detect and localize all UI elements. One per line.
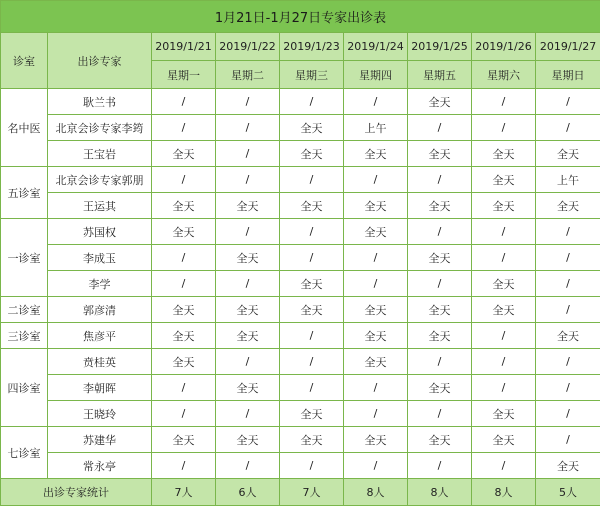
date-header: 2019/1/25	[408, 33, 472, 61]
table-title: 1月21日-1月27日专家出诊表	[1, 1, 600, 33]
schedule-cell: /	[344, 271, 408, 297]
footer-row	[1, 479, 600, 506]
room-cell: 四诊室	[1, 349, 48, 427]
schedule-cell: /	[536, 115, 600, 141]
schedule-cell: 全天	[280, 115, 344, 141]
schedule-cell: 全天	[472, 297, 536, 323]
weekday-header: 星期日	[536, 61, 600, 89]
table-row	[1, 89, 600, 115]
schedule-cell: /	[280, 453, 344, 479]
schedule-cell: 上午	[536, 167, 600, 193]
schedule-cell: /	[472, 245, 536, 271]
schedule-cell: /	[152, 453, 216, 479]
schedule-cell: 全天	[408, 89, 472, 115]
schedule-cell: /	[536, 401, 600, 427]
date-header: 2019/1/27	[536, 33, 600, 61]
table-row	[1, 115, 600, 141]
expert-name-cell: 北京会诊专家郭朋	[48, 167, 152, 193]
schedule-cell: 全天	[280, 141, 344, 167]
schedule-cell: /	[408, 401, 472, 427]
expert-name-cell: 李朝晖	[48, 375, 152, 401]
schedule-cell: /	[152, 375, 216, 401]
expert-name-cell: 王运其	[48, 193, 152, 219]
table-row	[1, 375, 600, 401]
schedule-cell: 全天	[216, 245, 280, 271]
room-cell: 七诊室	[1, 427, 48, 479]
schedule-cell: 全天	[408, 427, 472, 453]
schedule-cell: 全天	[408, 193, 472, 219]
schedule-cell: 全天	[472, 427, 536, 453]
schedule-cell: /	[344, 167, 408, 193]
expert-name-cell: 李学	[48, 271, 152, 297]
room-cell: 名中医	[1, 89, 48, 167]
schedule-cell: /	[152, 271, 216, 297]
schedule-cell: /	[152, 167, 216, 193]
schedule-cell: /	[216, 219, 280, 245]
schedule-cell: 全天	[152, 219, 216, 245]
schedule-cell: /	[472, 323, 536, 349]
schedule-cell: 全天	[216, 193, 280, 219]
schedule-cell: /	[216, 349, 280, 375]
weekday-header: 星期六	[472, 61, 536, 89]
schedule-cell: /	[152, 115, 216, 141]
schedule-cell: /	[472, 89, 536, 115]
date-header: 2019/1/26	[472, 33, 536, 61]
schedule-cell: /	[408, 453, 472, 479]
weekday-header: 星期二	[216, 61, 280, 89]
schedule-cell: /	[472, 375, 536, 401]
schedule-cell: /	[536, 427, 600, 453]
room-column-header: 诊室	[1, 33, 48, 89]
schedule-cell: 全天	[344, 427, 408, 453]
table-row	[1, 349, 600, 375]
schedule-cell: 全天	[344, 141, 408, 167]
schedule-cell: 全天	[280, 193, 344, 219]
expert-name-cell: 王晓玲	[48, 401, 152, 427]
expert-name-cell: 焦彦平	[48, 323, 152, 349]
table-row	[1, 271, 600, 297]
schedule-cell: 全天	[472, 401, 536, 427]
schedule-cell: /	[536, 89, 600, 115]
date-header-row	[1, 33, 600, 61]
expert-column-header: 出诊专家	[48, 33, 152, 89]
date-header: 2019/1/23	[280, 33, 344, 61]
schedule-cell: /	[152, 245, 216, 271]
schedule-cell: 全天	[344, 297, 408, 323]
schedule-cell: /	[216, 89, 280, 115]
schedule-cell: /	[152, 401, 216, 427]
expert-name-cell: 常永亭	[48, 453, 152, 479]
footer-count: 6人	[216, 479, 280, 506]
schedule-cell: /	[536, 375, 600, 401]
footer-count: 7人	[280, 479, 344, 506]
date-header: 2019/1/21	[152, 33, 216, 61]
schedule-cell: /	[152, 89, 216, 115]
weekday-header: 星期五	[408, 61, 472, 89]
schedule-cell: /	[344, 89, 408, 115]
footer-count: 8人	[344, 479, 408, 506]
schedule-cell: 全天	[280, 427, 344, 453]
room-cell: 五诊室	[1, 167, 48, 219]
expert-name-cell: 北京会诊专家李筠	[48, 115, 152, 141]
schedule-cell: 全天	[536, 323, 600, 349]
schedule-cell: 全天	[408, 297, 472, 323]
schedule-cell: 全天	[536, 453, 600, 479]
schedule-cell: 全天	[280, 401, 344, 427]
expert-name-cell: 苏建华	[48, 427, 152, 453]
expert-name-cell: 贲桂英	[48, 349, 152, 375]
schedule-cell: 全天	[472, 141, 536, 167]
schedule-cell: /	[408, 219, 472, 245]
table-row	[1, 193, 600, 219]
schedule-cell: /	[280, 375, 344, 401]
schedule-cell: 全天	[216, 323, 280, 349]
footer-count: 5人	[536, 479, 600, 506]
schedule-cell: /	[472, 219, 536, 245]
schedule-cell: 上午	[344, 115, 408, 141]
schedule-cell: /	[280, 89, 344, 115]
schedule-cell: /	[472, 115, 536, 141]
schedule-cell: /	[344, 401, 408, 427]
schedule-cell: 全天	[408, 141, 472, 167]
schedule-cell: /	[344, 453, 408, 479]
schedule-cell: /	[536, 349, 600, 375]
schedule-cell: /	[216, 115, 280, 141]
expert-name-cell: 耿兰书	[48, 89, 152, 115]
schedule-cell: 全天	[344, 323, 408, 349]
schedule-cell: /	[216, 401, 280, 427]
schedule-body	[1, 89, 600, 479]
schedule-cell: 全天	[472, 167, 536, 193]
schedule-cell: /	[408, 349, 472, 375]
schedule-cell: /	[536, 245, 600, 271]
weekday-header: 星期三	[280, 61, 344, 89]
schedule-cell: 全天	[280, 271, 344, 297]
table-row	[1, 453, 600, 479]
schedule-cell: /	[280, 167, 344, 193]
schedule-cell: 全天	[472, 193, 536, 219]
schedule-cell: 全天	[152, 141, 216, 167]
schedule-cell: /	[472, 453, 536, 479]
expert-name-cell: 李成玉	[48, 245, 152, 271]
footer-count: 7人	[152, 479, 216, 506]
room-cell: 三诊室	[1, 323, 48, 349]
table-row	[1, 167, 600, 193]
schedule-cell: /	[280, 245, 344, 271]
schedule-cell: 全天	[152, 349, 216, 375]
schedule-cell: 全天	[152, 323, 216, 349]
table-row	[1, 219, 600, 245]
table-row	[1, 401, 600, 427]
schedule-cell: /	[216, 141, 280, 167]
footer-count: 8人	[408, 479, 472, 506]
footer-label: 出诊专家统计	[1, 479, 152, 506]
schedule-cell: 全天	[344, 349, 408, 375]
schedule-cell: /	[536, 219, 600, 245]
schedule-cell: 全天	[536, 193, 600, 219]
schedule-cell: /	[408, 271, 472, 297]
schedule-cell: /	[536, 297, 600, 323]
date-header: 2019/1/22	[216, 33, 280, 61]
expert-name-cell: 王宝岩	[48, 141, 152, 167]
schedule-cell: 全天	[216, 297, 280, 323]
schedule-cell: 全天	[216, 427, 280, 453]
schedule-cell: 全天	[408, 245, 472, 271]
schedule-cell: 全天	[536, 141, 600, 167]
date-header: 2019/1/24	[344, 33, 408, 61]
table-row	[1, 245, 600, 271]
expert-name-cell: 苏国权	[48, 219, 152, 245]
schedule-cell: 全天	[344, 193, 408, 219]
weekday-header: 星期一	[152, 61, 216, 89]
schedule-cell: 全天	[472, 271, 536, 297]
schedule-cell: 全天	[408, 323, 472, 349]
schedule-cell: /	[216, 453, 280, 479]
schedule-cell: /	[280, 219, 344, 245]
schedule-cell: /	[536, 271, 600, 297]
schedule-cell: 全天	[152, 297, 216, 323]
schedule-cell: /	[472, 349, 536, 375]
expert-name-cell: 郭彦清	[48, 297, 152, 323]
room-cell: 一诊室	[1, 219, 48, 297]
schedule-cell: /	[280, 349, 344, 375]
weekday-header: 星期四	[344, 61, 408, 89]
schedule-cell: 全天	[344, 219, 408, 245]
schedule-cell: /	[408, 115, 472, 141]
schedule-cell: 全天	[216, 375, 280, 401]
schedule-cell: /	[344, 375, 408, 401]
schedule-cell: 全天	[408, 375, 472, 401]
schedule-cell: /	[408, 167, 472, 193]
schedule-cell: /	[344, 245, 408, 271]
schedule-cell: /	[216, 271, 280, 297]
schedule-cell: 全天	[152, 427, 216, 453]
table-row	[1, 297, 600, 323]
schedule-cell: 全天	[280, 297, 344, 323]
footer-count: 8人	[472, 479, 536, 506]
schedule-cell: /	[216, 167, 280, 193]
table-header	[1, 1, 600, 89]
room-cell: 二诊室	[1, 297, 48, 323]
table-row	[1, 323, 600, 349]
table-footer	[1, 479, 600, 506]
schedule-cell: 全天	[152, 193, 216, 219]
table-row	[1, 141, 600, 167]
table-row	[1, 427, 600, 453]
schedule-cell: /	[280, 323, 344, 349]
